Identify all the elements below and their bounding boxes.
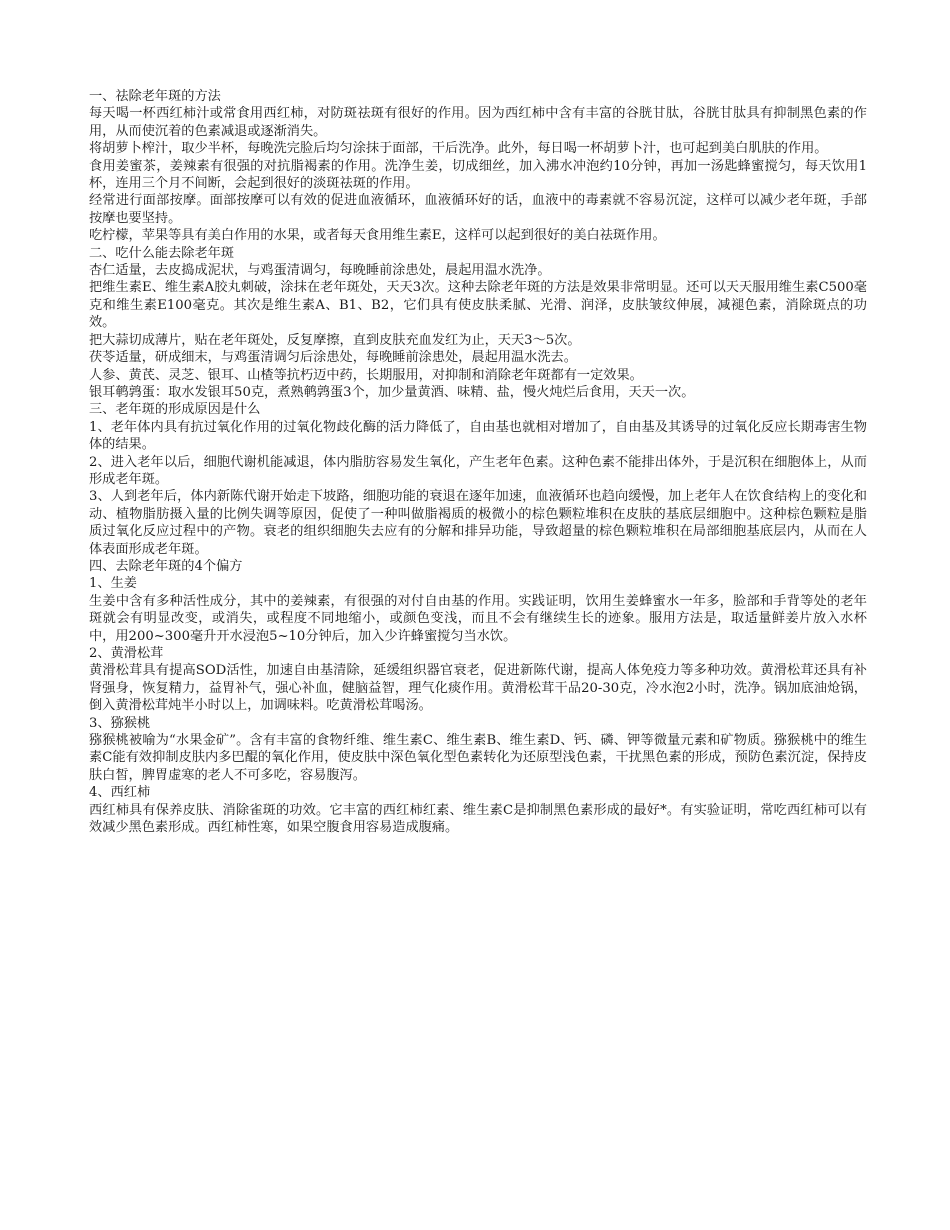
section-heading: 四、去除老年斑的4个偏方 <box>89 558 243 574</box>
subsection-heading: 1、生姜 <box>89 576 137 592</box>
section-heading: 三、老年斑的形成原因是什么 <box>89 402 261 418</box>
section-heading: 二、吃什么能去除老年斑 <box>89 245 235 261</box>
paragraph: 2、进入老年以后，细胞代谢机能减退，体内脂肪容易发生氧化，产生老年色素。这种色素不能排出体外，于是沉积在细胞体上，从而形成老年斑。 <box>89 454 867 487</box>
paragraph: 把大蒜切成薄片，贴在老年斑处，反复摩擦，直到皮肤充血发红为止，天天3～5次。 <box>89 332 581 348</box>
paragraph: 3、人到老年后，体内新陈代谢开始走下坡路，细胞功能的衰退在逐年加速，血液循环也趋向缓慢，加上老年人在饮食结构上的变化和动、植物脂肪摄入量的比例失调等原因，促使了一种叫做脂褐质的极微小的棕色颗粒堆积在皮肤的基底层细胞中。这种棕色颗粒是脂质过氧化反应过程中的产物。衰老的组织细胞失去应有的分解和排异功能，导致超量的棕色颗粒堆积在局部细胞基底层内，从而在人体表面形成老年斑。 <box>89 489 867 557</box>
paragraph: 茯苓适量，研成细末，与鸡蛋清调匀后涂患处，每晚睡前涂患处，晨起用温水洗去。 <box>89 350 577 366</box>
paragraph: 人参、黄芪、灵芝、银耳、山楂等抗朽迈中药，长期服用，对抑制和消除老年斑都有一定效果。 <box>89 367 643 383</box>
paragraph: 生姜中含有多种活性成分，其中的姜辣素，有很强的对付自由基的作用。实践证明，饮用生姜蜂蜜水一年多，脸部和手背等处的老年斑就会有明显改变，或消失，或程度不同地缩小，或颜色变浅，而且不会有继续生长的迹象。服用方法是，取适量鲜姜片放入水杯中，用200~300毫升开水浸泡5~10分钟后，加入少许蜂蜜搅匀当水饮。 <box>89 593 867 644</box>
paragraph: 银耳鹌鹑蛋：取水发银耳50克，煮熟鹌鹑蛋3个，加少量黄酒、味精、盐，慢火炖烂后食用，天天一次。 <box>89 384 695 400</box>
paragraph: 经常进行面部按摩。面部按摩可以有效的促进血液循环，血液循环好的话，血液中的毒素就不容易沉淀，这样可以减少老年斑，手部按摩也要坚持。 <box>89 193 867 226</box>
paragraph: 吃柠檬，苹果等具有美白作用的水果，或者每天食用维生素E，这样可以起到很好的美白祛斑作用。 <box>89 228 666 244</box>
subsection-heading: 3、猕猴桃 <box>89 715 151 731</box>
paragraph: 黄滑松茸具有提高SOD活性，加速自由基清除，延缓组织器官衰老，促进新陈代谢，提高人体免疫力等多种功效。黄滑松茸还具有补肾强身，恢复精力，益胃补气，强心补血，健脑益智，理气化痰作用。黄滑松茸干品20-30克，冷水泡2小时，洗净。锅加底油炝锅，倒入黄滑松茸炖半小时以上，加调味料。吃黄滑松茸喝汤。 <box>89 663 867 714</box>
subsection-heading: 2、黄滑松茸 <box>89 646 164 661</box>
paragraph: 猕猴桃被喻为“水果金矿”。含有丰富的食物纤维、维生素C、维生素B、维生素D、钙、磷、钾等微量元素和矿物质。猕猴桃中的维生素C能有效抑制皮肤内多巴醌的氧化作用，使皮肤中深色氧化型色素转化为还原型浅色素，干扰黑色素的形成，预防色素沉淀，保持皮肤白皙，脾胃虚寒的老人不可多吃，容易腹泻。 <box>89 733 867 783</box>
document-body <box>89 88 867 836</box>
section-heading: 一、祛除老年斑的方法 <box>89 89 221 104</box>
paragraph: 把维生素E、维生素A胶丸刺破，涂抹在老年斑处，天天3次。这种去除老年斑的方法是效果非常明显。还可以天天服用维生素C500毫克和维生素E100毫克。其次是维生素A、B1、B2，它们具有使皮肤柔腻、光滑、润泽，皮肤皱纹伸展，减褪色素，消除斑点的功效。 <box>89 280 867 331</box>
paragraph: 食用姜蜜茶，姜辣素有很强的对抗脂褐素的作用。洗净生姜，切成细丝，加入沸水冲泡约10分钟，再加一汤匙蜂蜜搅匀，每天饮用1杯，连用三个月不间断，会起到很好的淡斑祛斑的作用。 <box>89 158 867 192</box>
paragraph: 杏仁适量，去皮捣成泥状，与鸡蛋清调匀，每晚睡前涂患处，晨起用温水洗净。 <box>89 263 551 279</box>
paragraph: 每天喝一杯西红柿汁或常食用西红柿，对防斑祛斑有很好的作用。因为西红柿中含有丰富的谷胱甘肽，谷胱甘肽具有抑制黑色素的作用，从而使沉着的色素减退或逐渐消失。 <box>89 106 867 139</box>
paragraph: 将胡萝卜榨汁，取少半杯，每晚洗完脸后均匀涂抹于面部，干后洗净。此外，每日喝一杯胡萝卜汁，也可起到美白肌肤的作用。 <box>89 141 828 157</box>
paragraph: 1、老年体内具有抗过氧化作用的过氧化物歧化酶的活力降低了，自由基也就相对增加了，自由基及其诱导的过氧化反应长期毒害生物体的结果。 <box>89 419 867 453</box>
paragraph: 西红柿具有保养皮肤、消除雀斑的功效。它丰富的西红柿红素、维生素C是抑制黑色素形成的最好*。有实验证明，常吃西红柿可以有效减少黑色素形成。西红柿性寒，如果空腹食用容易造成腹痛。 <box>89 802 867 836</box>
subsection-heading: 4、西红柿 <box>89 785 151 801</box>
